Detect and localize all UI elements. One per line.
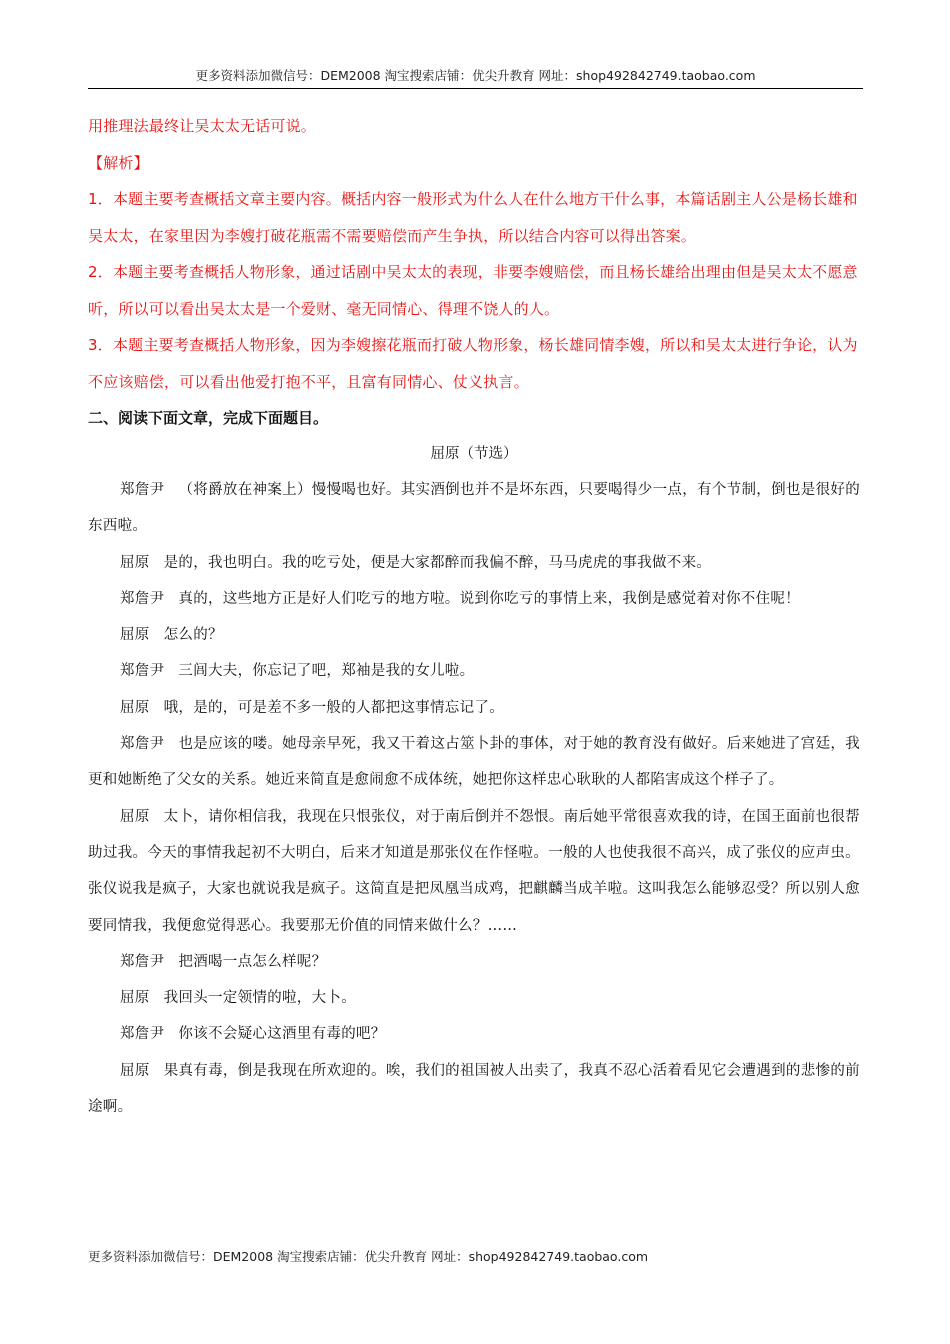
play-title: 屈原（节选）: [430, 446, 518, 462]
line-text: 你该不会疑心这酒里有毒的吧？: [178, 1026, 386, 1043]
dialogue-line: [88, 980, 860, 1016]
page-content: [88, 108, 860, 1125]
line-text: 哦，是的，可是差不多一般的人都把这事情忘记了。: [163, 699, 505, 716]
line-text: 怎么的？: [163, 627, 223, 644]
dialogue-line: [88, 1053, 860, 1126]
dialogue-line: [88, 581, 860, 617]
line-text: 三闾大夫，你忘记了吧，郑袖是我的女儿啦。: [178, 663, 475, 680]
answer-tail: 用推理法最终让吴太太无话可说。: [88, 117, 317, 135]
speaker: 屈原: [120, 627, 150, 644]
line-text: 也是应该的喽。她母亲早死，我又干着这占筮卜卦的事体，对于她的教育没有做好。后来她进了宫廷，我更和她断绝了父女的关系。她近来简直是愈闹愈不成体统，她把你这样忠心耿耿的人都陷害成这个样子了。: [88, 736, 860, 789]
speaker: 郑詹尹: [120, 736, 165, 753]
speaker: 郑詹尹: [120, 482, 165, 498]
dialogue-line: [88, 617, 860, 653]
speaker: 郑詹尹: [120, 590, 165, 607]
analysis-label: 【解析】: [88, 153, 149, 172]
line-text: 我回头一定领情的啦，大卜。: [163, 990, 357, 1007]
page-footer: [88, 1247, 868, 1267]
dialogue-line: [88, 1016, 860, 1052]
speaker: 屈原: [120, 990, 150, 1007]
analysis-item-1: 1．本题主要考查概括文章主要内容。概括内容一般形式为什么人在什么地方干什么事，本篇话剧主人公是杨长雄和吴太太，在家里因为李嫂打破花瓶需不需要赔偿而产生争执，所以结合内容可以得出答案。: [88, 190, 858, 245]
speaker: 郑詹尹: [120, 1026, 165, 1043]
speaker: 屈原: [120, 1062, 150, 1079]
dialogue-line: [88, 545, 860, 581]
dialogue-line: [88, 690, 860, 726]
header-text: 更多资料添加微信号：DEM2008 淘宝搜索店铺：优尖升教育 网址：shop492842749.taobao.com: [195, 68, 756, 83]
dialogue-line: [88, 799, 860, 944]
line-text: 是的，我也明白。我的吃亏处，便是大家都醉而我偏不醉，马马虎虎的事我做不来。: [163, 554, 712, 571]
dialogue-line: [88, 472, 860, 545]
dialogue-line: [88, 726, 860, 799]
analysis-item-3: 3．本题主要考查概括人物形象，因为李嫂擦花瓶而打破人物形象，杨长雄同情李嫂，所以和吴太太进行争论，认为不应该赔偿，可以看出他爱打抱不平，且富有同情心、仗义执言。: [88, 336, 858, 391]
speaker: 郑詹尹: [120, 663, 165, 680]
line-text: 果真有毒，倒是我现在所欢迎的。唉，我们的祖国被人出卖了，我真不忍心活着看见它会遭遇到的悲惨的前途啊。: [88, 1062, 860, 1116]
speaker: 屈原: [120, 554, 150, 571]
section-title: 二、阅读下面文章，完成下面题目。: [88, 409, 329, 427]
speaker: 郑詹尹: [120, 953, 165, 970]
page-header: [88, 66, 863, 89]
footer-text: 更多资料添加微信号：DEM2008 淘宝搜索店铺：优尖升教育 网址：shop492842749.taobao.com: [88, 1249, 649, 1264]
dialogue-line: [88, 653, 860, 689]
line-text: 真的，这些地方正是好人们吃亏的地方啦。说到你吃亏的事情上来，我倒是感觉着对你不住呢！: [178, 590, 801, 607]
line-text: （将爵放在神案上）慢慢喝也好。其实酒倒也并不是坏东西，只要喝得少一点，有个节制，倒也是很好的东西啦。: [88, 482, 860, 535]
line-text: 把酒喝一点怎么样呢？: [178, 953, 327, 970]
speaker: 屈原: [120, 699, 150, 716]
answer-section: [88, 108, 860, 400]
dialogue-line: [88, 944, 860, 980]
dialogue: [88, 472, 860, 1125]
line-text: 太卜，请你相信我，我现在只恨张仪，对于南后倒并不怨恨。南后她平常很喜欢我的诗，在国王面前也很帮助过我。今天的事情我起初不大明白，后来才知道是那张仪在作怪啦。一般的人也使我很不高兴，成了张仪的应声虫。张仪说我是疯子，大家也就说我是疯子。这简直是把凤凰当成鸡，把麒麟当成羊啦。这叫我怎么能够忍受？所以别人愈要同情我，我便愈觉得恶心。我要那无价值的同情来做什么？……: [88, 808, 860, 934]
analysis-item-2: 2．本题主要考查概括人物形象，通过话剧中吴太太的表现，非要李嫂赔偿，而且杨长雄给出理由但是吴太太不愿意听，所以可以看出吴太太是一个爱财、毫无同情心、得理不饶人的人。: [88, 263, 858, 318]
speaker: 屈原: [120, 808, 150, 825]
